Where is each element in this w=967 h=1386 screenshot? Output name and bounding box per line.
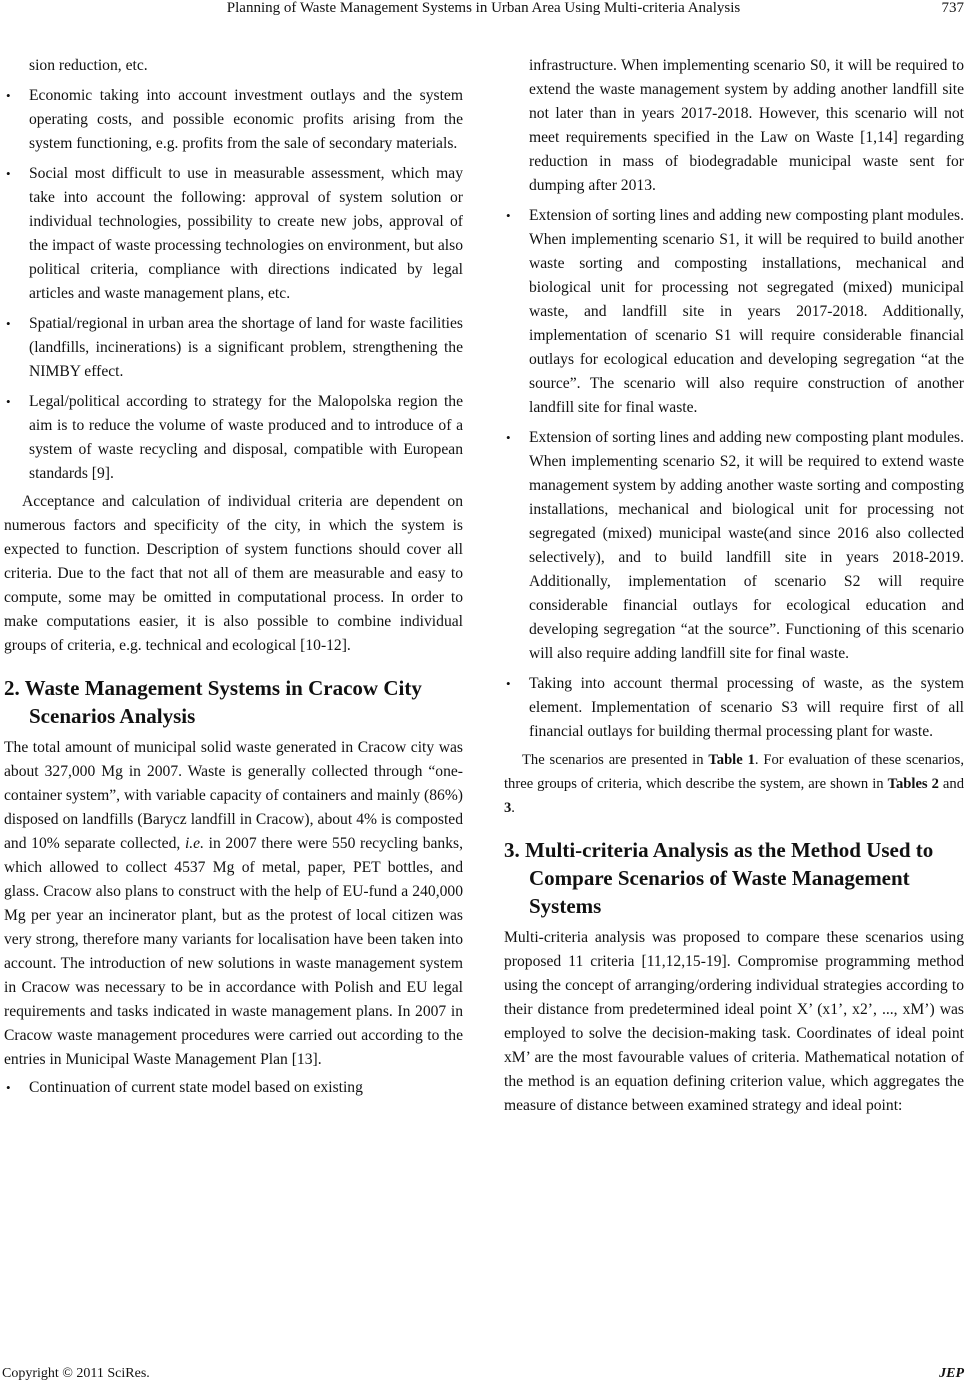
paragraph-cracow: [4, 736, 463, 1072]
paragraph-cracow-part1: The total amount of municipal solid waste generated in Cracow city was about 327,000 Mg in 2007. Waste is generally collected through “one-container system”, with variable capacity of containers and mainly (86%) disposed on landfills (Barycz landfill in Cracow), about 4% is composted and 10% separate collected,: [4, 739, 463, 852]
right-column: [504, 54, 964, 1118]
tables-text-2: . For evaluation of these scenarios, three groups of criteria, which describe the system, are shown in: [504, 752, 964, 792]
paragraph-tables: [504, 748, 964, 820]
scenario-list-continued: [504, 204, 964, 744]
bullet-item-scenario-s1: • Extension of sorting lines and adding new composting plant modules. When implementing scenario S1, it will be required to build another waste sorting and composting installations, mechanical and biological unit for processing not segregated (mixed) municipal waste, and landfill site in years 2017-2018. Additionally, implementation of scenario S1 will require considerable financial outlays for ecological education and developing segregation “at the source”. The scenario will also require construction of another landfill site for final waste.: [504, 204, 964, 420]
continued-text: sion reduction, etc.: [29, 57, 148, 74]
table-1-ref: Table 1: [708, 752, 755, 768]
page-number: 737: [941, 0, 964, 16]
running-title: Planning of Waste Management Systems in Urban Area Using Multi-criteria Analysis: [226, 0, 741, 16]
paragraph-criteria: Acceptance and calculation of individual criteria are dependent on numerous factors and specificity of the city, in which the system is expected to function. Description of system functions should cover all criteria. Due to the fact that not all of them are measurable and easy to compute, some may be omitted in computational process. In order to make computations easier, it is also possible to combine individual groups of criteria, e.g. technical and ecological [10-12].: [4, 493, 463, 654]
scenario-list: [4, 1076, 463, 1100]
bullet-item-scenario-s3: • Taking into account thermal processing of waste, as the system element. Implementation of scenario S3 will require first of all financial outlays for building thermal processing plant for waste.: [504, 672, 964, 744]
bullet-item-spatial: • Spatial/regional in urban area the shortage of land for waste facilities (landfills, incinerations) is a significant problem, strengthening the NIMBY effect.: [4, 312, 463, 384]
tables-text-3: and: [938, 776, 964, 792]
bullet-item-scenario-s0: • Continuation of current state model based on existing: [4, 1076, 463, 1100]
continued-text-s0: infrastructure. When implementing scenario S0, it will be required to extend the waste management system by adding another landfill site not later than in years 2017-2018. However, this scenario will not meet requirements specified in the Law on Waste [1,14] regarding reduction in mass of biodegradable municipal waste sent for dumping after 2013.: [529, 57, 964, 194]
paragraph-multicriteria: Multi-criteria analysis was proposed to compare these scenarios using proposed 11 criteria [11,12,15-19]. Compromise programming method using the concept of arranging/ordering individual strategies according to their distance from predetermined ideal point X’ (x1’, x2’, ..., xM’) was employed to solve the decision-making task. Coordinates of ideal point xM’ are the most favourable values of criteria. Mathematical notation of the method is an equation defining criterion value, which aggregates the measure of distance between examined strategy and ideal point:: [504, 929, 964, 1114]
copyright-notice: Copyright © 2011 SciRes.: [2, 1366, 150, 1381]
tables-text-4: .: [511, 800, 515, 816]
journal-abbrev: JEP: [939, 1366, 964, 1381]
table-2-ref: Tables 2: [887, 776, 939, 792]
page-header: [0, 0, 967, 40]
section-2-heading: 2. Waste Management Systems in Cracow City Scenarios Analysis: [4, 676, 422, 728]
bullet-item-legal: • Legal/political according to strategy for the Malopolska region the aim is to reduce the volume of waste produced and to introduce of a system of waste recycling and disposal, compatible with European standards [9].: [4, 390, 463, 486]
ie-abbrev: i.e.: [184, 835, 204, 852]
criteria-list: [4, 84, 463, 486]
bullet-item-social: • Social most difficult to use in measurable assessment, which may take into account the following: approval of system solution or individual technologies, possibility to create new jobs, approval of the impact of waste processing technologies on environment, but also political criteria, compliance with directions indicated by legal articles and waste management plans, etc.: [4, 162, 463, 306]
tables-text-1: The scenarios are presented in: [522, 752, 709, 768]
bullet-item-economic: • Economic taking into account investment outlays and the system operating costs, and possible economic profits arising from the system functioning, e.g. profits from the sale of secondary materials.: [4, 84, 463, 156]
bullet-item-scenario-s2: • Extension of sorting lines and adding new composting plant modules. When implementing scenario S2, it will be required to extend waste management system by adding another waste sorting and composting installations, mechanical and biological unit for processing not segregated (mixed) municipal waste(and since 2016 also collected selectively), and to build landfill site in years 2018-2019. Additionally, implementation of scenario S2 will require considerable financial outlays for ecological education and developing segregation “at the source”. Functioning of this scenario will also require adding landfill site for final waste.: [504, 426, 964, 666]
section-3-heading: 3. Multi-criteria Analysis as the Method Used to Compare Scenarios of Waste Management Systems: [504, 838, 934, 918]
paragraph-cracow-part2: in 2007 there were 550 recycling banks, which allowed to collect 4537 Mg of metal, paper, PET bottles, and glass. Cracow also plans to construct with the help of EU-fund a 240,000 Mg per year an incinerator plant, but as the protest of local citizen was very strong, therefore many variants for localisation have been taken into account. The introduction of new solutions in waste management system in Cracow was necessary to be in accordance with Polish and EU legal requirements and tasks indicated in waste management plans. In 2007 in Cracow waste management procedures were carried out according to the entries in Municipal Waste Management Plan [13].: [4, 835, 463, 1068]
table-3-ref: 3: [504, 800, 512, 816]
left-column: [4, 54, 463, 1100]
